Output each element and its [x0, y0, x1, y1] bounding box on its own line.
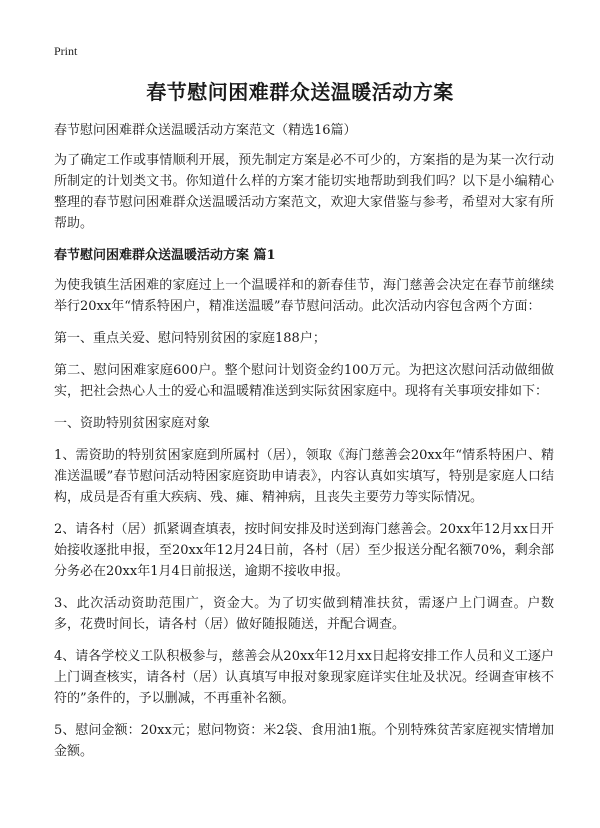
subtitle: 春节慰问困难群众送温暖活动方案范文（精选16篇） [54, 123, 357, 138]
list-item: 2、请各村（居）抓紧调查填表，按时间安排及时送到海门慈善会。20xx年12月xx日开始接收逐批申报，至20xx年12月24日前，各村（居）至少报送分配名额70%，剩余部分务必在20xx年1月4日前报送，逾期不接收申报。 [54, 522, 554, 579]
list-item: 3、此次活动资助范围广，资金大。为了切实做到精准扶贫，需逐户上门调查。户数多，花费时间长，请各村（居）做好随报随送，并配合调查。 [54, 596, 554, 632]
section-heading: 春节慰问困难群众送温暖活动方案 篇1 [54, 248, 276, 263]
list-item: 5、慰问金额：20xx元；慰问物资：米2袋、食用油1瓶。个别特殊贫苦家庭视实情增加金额。 [54, 723, 554, 759]
page-title: 春节慰问困难群众送温暖活动方案 [146, 80, 454, 104]
print-link[interactable]: Print [54, 44, 78, 58]
body-paragraph: 第一、重点关爱、慰问特别贫困的家庭188户； [54, 331, 326, 346]
list-item: 4、请各学校义工队积极参与，慈善会从20xx年12月xx日起将安排工作人员和义工逐户上门调查核实，请各村（居）认真填写申报对象现家庭详实住址及状况。经调查审核不符的”条件的，予以删减，不再重补名额。 [54, 649, 554, 706]
intro-paragraph: 为了确定工作或事情顺利开展，预先制定方案是必不可少的，方案指的是为某一次行动所制定的计划类文书。你知道什么样的方案才能切实地帮助到我们吗？以下是小编精心整理的春节慰问困难群众送温暖活动方案范文，欢迎大家借鉴与参考，希望对大家有所帮助。 [54, 153, 554, 231]
list-item: 1、需资助的特别贫困家庭到所属村（居），领取《海门慈善会20xx年“情系特困户、精准送温暖”春节慰问活动特困家庭资助申请表》，内容认真如实填写，特别是家庭人口结构，成员是否有重大疾病、残、瘫、精神病，且丧失主要劳力等实际情况。 [54, 448, 554, 505]
body-paragraph: 第二、慰问困难家庭600户。整个慰问计划资金约100万元。为把这次慰问活动做细做实，把社会热心人士的爱心和温暖精准送到实际贫困家庭中。现将有关事项安排如下： [54, 363, 554, 399]
body-paragraph: 为使我镇生活困难的家庭过上一个温暖祥和的新春佳节，海门慈善会决定在春节前继续举行20xx年“情系特困户，精准送温暖”春节慰问活动。此次活动内容包含两个方面： [54, 278, 554, 314]
list-heading: 一、资助特别贫困家庭对象 [54, 416, 211, 431]
document-body [54, 120, 554, 773]
